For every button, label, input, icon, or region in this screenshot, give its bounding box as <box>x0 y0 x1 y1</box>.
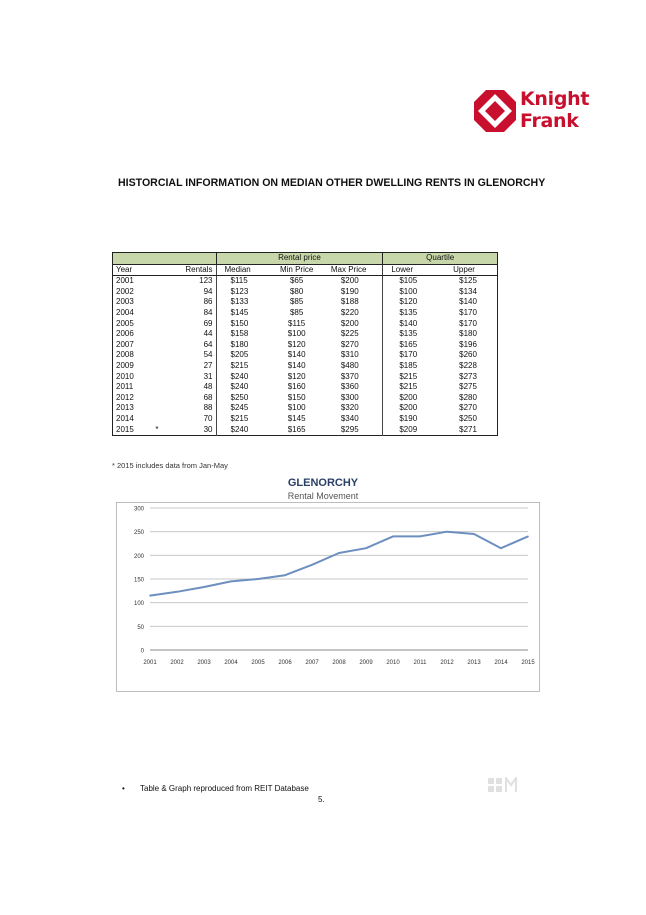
cell-upper: $170 <box>459 307 477 317</box>
cell-median: $150 <box>230 318 249 328</box>
cell-year: 2012 <box>116 392 134 402</box>
cell-year: 2002 <box>116 286 134 296</box>
group-header-quartile: Quartile <box>383 253 498 265</box>
cell-rentals: 68 <box>172 393 216 404</box>
cell-upper: $273 <box>459 371 477 381</box>
cell-rentals: 27 <box>172 361 216 372</box>
data-point <box>230 581 232 583</box>
cell-median: $145 <box>230 307 249 317</box>
cell-median: $250 <box>230 392 249 402</box>
watermark-icon <box>488 777 518 793</box>
cell-max-price: $188 <box>323 297 383 308</box>
data-point <box>311 564 313 566</box>
cell-lower: $165 <box>399 339 418 349</box>
cell-mark <box>152 393 172 404</box>
rental-movement-chart <box>116 502 540 692</box>
cell-max-price: $310 <box>323 350 383 361</box>
cell-median: $180 <box>230 339 249 349</box>
cell-lower: $100 <box>399 286 418 296</box>
cell-max-price: $295 <box>323 425 383 436</box>
col-header-max-price: Max Price <box>323 264 383 276</box>
x-tick-label: 2002 <box>170 660 184 666</box>
table-row <box>113 350 498 361</box>
cell-lower: $200 <box>399 403 418 413</box>
cell-max-price: $300 <box>323 393 383 404</box>
cell-mark <box>152 372 172 383</box>
cell-median: $158 <box>230 329 249 339</box>
cell-rentals: 123 <box>172 276 216 287</box>
page-heading: HISTORCIAL INFORMATION ON MEDIAN OTHER DWELLING RENTS IN GLENORCHY <box>118 177 546 189</box>
cell-max-price: $370 <box>323 372 383 383</box>
data-point <box>284 574 286 576</box>
cell-upper: $271 <box>459 424 477 434</box>
data-point <box>338 552 340 554</box>
cell-min-price: $85 <box>289 307 304 317</box>
data-point <box>446 531 448 533</box>
x-tick-label: 2010 <box>386 660 400 666</box>
cell-min-price: $160 <box>287 382 306 392</box>
cell-upper: $228 <box>459 360 477 370</box>
data-point <box>473 533 475 535</box>
cell-lower: $135 <box>399 329 418 339</box>
cell-rentals: 30 <box>172 425 216 436</box>
cell-rentals: 54 <box>172 350 216 361</box>
cell-lower: $185 <box>399 360 418 370</box>
cell-min-price: $120 <box>287 371 306 381</box>
x-tick-label: 2004 <box>224 660 238 666</box>
cell-upper: $250 <box>459 413 477 423</box>
x-tick-label: 2011 <box>413 660 427 666</box>
cell-mark <box>152 276 172 287</box>
data-point <box>419 536 421 538</box>
cell-lower: $200 <box>399 392 418 402</box>
cell-min-price: $100 <box>287 329 306 339</box>
cell-year: 2005 <box>116 318 134 328</box>
table-row <box>113 382 498 393</box>
cell-rentals: 48 <box>172 382 216 393</box>
cell-upper: $125 <box>459 276 477 286</box>
cell-mark <box>152 287 172 298</box>
cell-mark <box>152 382 172 393</box>
cell-max-price: $270 <box>323 340 383 351</box>
cell-year: 2009 <box>116 360 134 370</box>
cell-mark <box>152 329 172 340</box>
logo-word-frank: Frank <box>520 110 579 132</box>
cell-rentals: 64 <box>172 340 216 351</box>
cell-median: $240 <box>230 424 249 434</box>
cell-upper: $196 <box>459 339 477 349</box>
x-tick-label: 2012 <box>440 660 454 666</box>
cell-max-price: $190 <box>323 287 383 298</box>
y-tick-label: 0 <box>140 648 144 655</box>
table-group-header-row <box>113 253 498 265</box>
series-line-median <box>150 532 528 596</box>
cell-lower: $135 <box>399 307 418 317</box>
cell-upper: $260 <box>459 350 477 360</box>
cell-median: $240 <box>230 382 249 392</box>
cell-year: 2013 <box>116 403 134 413</box>
table-row <box>113 340 498 351</box>
table-row <box>113 276 498 287</box>
cell-year: 2001 <box>116 276 134 286</box>
cell-mark <box>152 297 172 308</box>
cell-max-price: $200 <box>323 319 383 330</box>
data-point <box>500 547 502 549</box>
cell-rentals: 86 <box>172 297 216 308</box>
cell-min-price: $120 <box>287 339 306 349</box>
table-row <box>113 287 498 298</box>
cell-max-price: $220 <box>323 308 383 319</box>
x-tick-label: 2008 <box>332 660 346 666</box>
cell-lower: $209 <box>399 424 418 434</box>
cell-rentals: 88 <box>172 403 216 414</box>
cell-rentals: 70 <box>172 414 216 425</box>
data-point <box>149 595 151 597</box>
y-tick-label: 300 <box>133 506 144 513</box>
cell-mark <box>152 350 172 361</box>
y-tick-label: 100 <box>133 601 144 608</box>
cell-mark <box>152 308 172 319</box>
cell-lower: $170 <box>399 350 418 360</box>
cell-min-price: $100 <box>287 403 306 413</box>
data-point <box>527 536 529 538</box>
data-point <box>365 547 367 549</box>
cell-lower: $215 <box>399 371 418 381</box>
cell-year: 2007 <box>116 339 134 349</box>
cell-upper: $170 <box>459 318 477 328</box>
cell-min-price: $85 <box>289 297 304 307</box>
table-row <box>113 308 498 319</box>
knight-frank-logo-mark-icon <box>474 90 516 132</box>
cell-lower: $215 <box>399 382 418 392</box>
col-header-year: Year <box>113 264 153 276</box>
y-tick-label: 150 <box>133 577 144 584</box>
x-tick-label: 2013 <box>467 660 481 666</box>
x-tick-label: 2005 <box>251 660 265 666</box>
cell-min-price: $145 <box>287 413 306 423</box>
cell-lower: $190 <box>399 413 418 423</box>
source-note-text: Table & Graph reproduced from REIT Database <box>140 784 309 793</box>
cell-lower: $120 <box>399 297 418 307</box>
cell-upper: $134 <box>459 286 477 296</box>
cell-max-price: $360 <box>323 382 383 393</box>
cell-mark <box>152 414 172 425</box>
x-tick-label: 2003 <box>197 660 211 666</box>
cell-mark <box>152 340 172 351</box>
cell-rentals: 31 <box>172 372 216 383</box>
data-point <box>257 578 259 580</box>
knight-frank-logo <box>474 88 590 134</box>
cell-max-price: $320 <box>323 403 383 414</box>
data-point <box>176 591 178 593</box>
cell-upper: $180 <box>459 329 477 339</box>
col-header-rentals: Rentals <box>172 264 216 276</box>
x-tick-label: 2006 <box>278 660 292 666</box>
cell-min-price: $140 <box>287 350 306 360</box>
cell-upper: $270 <box>459 403 477 413</box>
logo-word-knight: Knight <box>520 88 590 110</box>
cell-median: $240 <box>230 371 249 381</box>
table-row <box>113 393 498 404</box>
col-header-median: Median <box>216 264 270 276</box>
cell-lower: $105 <box>399 276 418 286</box>
col-header-mark <box>152 264 172 276</box>
table-row <box>113 372 498 383</box>
col-header-upper: Upper <box>437 264 497 276</box>
cell-max-price: $200 <box>323 276 383 287</box>
table-row <box>113 329 498 340</box>
cell-mark: * <box>155 424 159 434</box>
x-tick-label: 2015 <box>521 660 535 666</box>
table-body <box>113 276 498 436</box>
page-number: 5. <box>318 795 325 804</box>
x-tick-label: 2014 <box>494 660 508 666</box>
cell-rentals: 84 <box>172 308 216 319</box>
cell-mark <box>152 361 172 372</box>
data-point <box>203 586 205 588</box>
cell-year: 2003 <box>116 297 134 307</box>
cell-min-price: $80 <box>289 286 304 296</box>
cell-year: 2008 <box>116 350 134 360</box>
table-column-header-row <box>113 264 498 276</box>
cell-max-price: $225 <box>323 329 383 340</box>
col-header-lower: Lower <box>383 264 437 276</box>
cell-lower: $140 <box>399 318 418 328</box>
group-header-blank <box>113 253 217 265</box>
cell-median: $205 <box>230 350 249 360</box>
source-note <box>122 784 309 793</box>
cell-median: $215 <box>230 360 249 370</box>
chart-title: GLENORCHY <box>287 477 359 489</box>
cell-min-price: $65 <box>289 276 304 286</box>
cell-year: 2014 <box>116 413 134 423</box>
table-row <box>113 425 498 436</box>
cell-median: $115 <box>230 276 248 286</box>
cell-median: $133 <box>230 297 249 307</box>
data-point <box>392 536 394 538</box>
cell-min-price: $115 <box>288 318 306 328</box>
cell-median: $215 <box>230 413 249 423</box>
cell-mark <box>152 403 172 414</box>
cell-max-price: $340 <box>323 414 383 425</box>
y-tick-label: 200 <box>133 553 144 560</box>
chart-subtitle: Rental Movement <box>287 491 359 501</box>
cell-min-price: $165 <box>287 424 306 434</box>
cell-upper: $280 <box>459 392 477 402</box>
cell-year: 2004 <box>116 307 134 317</box>
cell-median: $123 <box>230 286 249 296</box>
cell-year: 2015 <box>116 424 134 434</box>
x-tick-label: 2009 <box>359 660 373 666</box>
cell-year: 2010 <box>116 371 134 381</box>
table-row <box>113 297 498 308</box>
cell-rentals: 69 <box>172 319 216 330</box>
cell-year: 2011 <box>116 382 134 392</box>
table-row <box>113 361 498 372</box>
y-tick-label: 50 <box>137 624 144 631</box>
rent-history-table <box>112 252 498 436</box>
cell-rentals: 44 <box>172 329 216 340</box>
bullet-dot: • <box>122 784 125 793</box>
col-header-min-price: Min Price <box>270 264 322 276</box>
table-row <box>113 403 498 414</box>
cell-upper: $275 <box>459 382 477 392</box>
table-row <box>113 414 498 425</box>
cell-year: 2006 <box>116 329 134 339</box>
x-tick-label: 2007 <box>305 660 319 666</box>
cell-min-price: $150 <box>287 392 306 402</box>
cell-mark <box>152 319 172 330</box>
logo-wordmark <box>520 88 589 132</box>
group-header-rental-price: Rental price <box>216 253 383 265</box>
cell-rentals: 94 <box>172 287 216 298</box>
y-tick-label: 250 <box>133 530 144 537</box>
table-row <box>113 319 498 330</box>
cell-max-price: $480 <box>323 361 383 372</box>
cell-median: $245 <box>230 403 249 413</box>
cell-min-price: $140 <box>287 360 306 370</box>
x-tick-label: 2001 <box>143 660 157 666</box>
table-footnote: * 2015 includes data from Jan-May <box>112 461 228 470</box>
cell-upper: $140 <box>459 297 477 307</box>
